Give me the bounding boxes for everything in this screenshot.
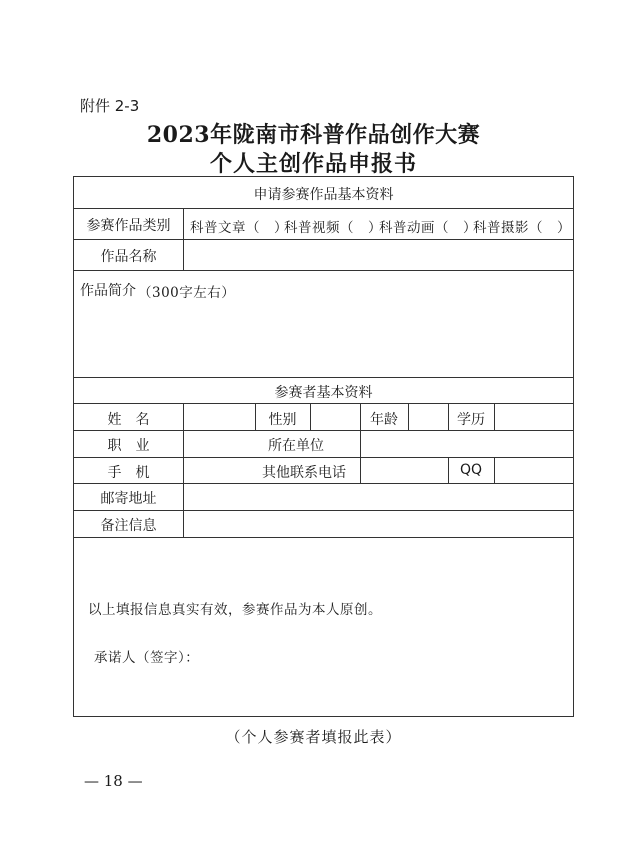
qq-field[interactable] [496,459,570,481]
row-divider [74,270,573,271]
col-divider [360,430,361,457]
category-option-animation[interactable]: 科普动画（ ） [379,220,477,236]
col-divider [183,403,184,537]
row-divider [74,377,573,378]
row-divider [74,537,573,538]
other-phone-field[interactable] [362,459,446,481]
row-divider [74,483,573,484]
intro-field[interactable] [78,302,568,374]
document-title: 2023年陇南市科普作品创作大赛 [146,122,481,148]
name-label: 姓 名 [107,412,150,428]
address-field[interactable] [185,485,570,508]
gender-label: 性别 [268,412,297,428]
document-subtitle: 个人主创作品申报书 [209,151,417,177]
row-divider [74,403,573,404]
employer-label: 所在单位 [268,438,324,454]
declaration-text: 以上填报信息真实有效，参赛作品为本人原创。 [88,602,382,618]
col-divider [360,457,361,483]
education-field[interactable] [496,405,570,428]
work-name-field[interactable] [186,241,570,268]
phone-field[interactable] [185,459,254,481]
category-option-photo[interactable]: 科普摄影（ ） [473,220,571,236]
category-label: 参赛作品类别 [86,218,171,234]
col-divider [494,403,495,430]
row-divider [74,430,573,431]
signature-field[interactable] [214,639,414,665]
gender-field[interactable] [312,405,358,428]
row-divider [74,510,573,511]
col-divider [183,208,184,239]
col-divider [408,403,409,430]
qq-label: QQ [459,462,483,478]
row-divider [74,239,573,240]
age-field[interactable] [410,405,446,428]
attachment-label: 附件 2-3 [80,97,140,115]
name-field[interactable] [185,405,253,428]
section-header-participant: 参赛者基本资料 [274,385,373,401]
intro-hint: （300字左右） [138,285,236,301]
employer-field[interactable] [362,432,570,455]
remarks-field[interactable] [185,512,570,535]
age-label: 年龄 [370,412,398,428]
education-label: 学历 [457,412,485,428]
work-name-label: 作品名称 [100,249,157,265]
other-phone-label: 其他联系电话 [262,465,346,481]
occupation-label: 职 业 [107,438,150,454]
intro-label: 作品简介 [80,283,136,299]
signature-label: 承诺人（签字）： [94,650,200,666]
page-number: — 18 — [84,772,143,790]
address-label: 邮寄地址 [100,491,157,507]
form-footnote: （个人参赛者填报此表） [225,728,402,746]
col-divider [310,403,311,430]
row-divider [74,208,573,209]
col-divider [494,457,495,483]
row-divider [74,457,573,458]
category-option-article[interactable]: 科普文章（ ） [190,220,288,236]
phone-label: 手 机 [107,465,150,481]
category-option-video[interactable]: 科普视频（ ） [284,220,382,236]
section-header-work: 申请参赛作品基本资料 [253,187,394,203]
application-form [73,176,574,717]
remarks-label: 备注信息 [100,518,157,534]
col-divider [183,239,184,270]
